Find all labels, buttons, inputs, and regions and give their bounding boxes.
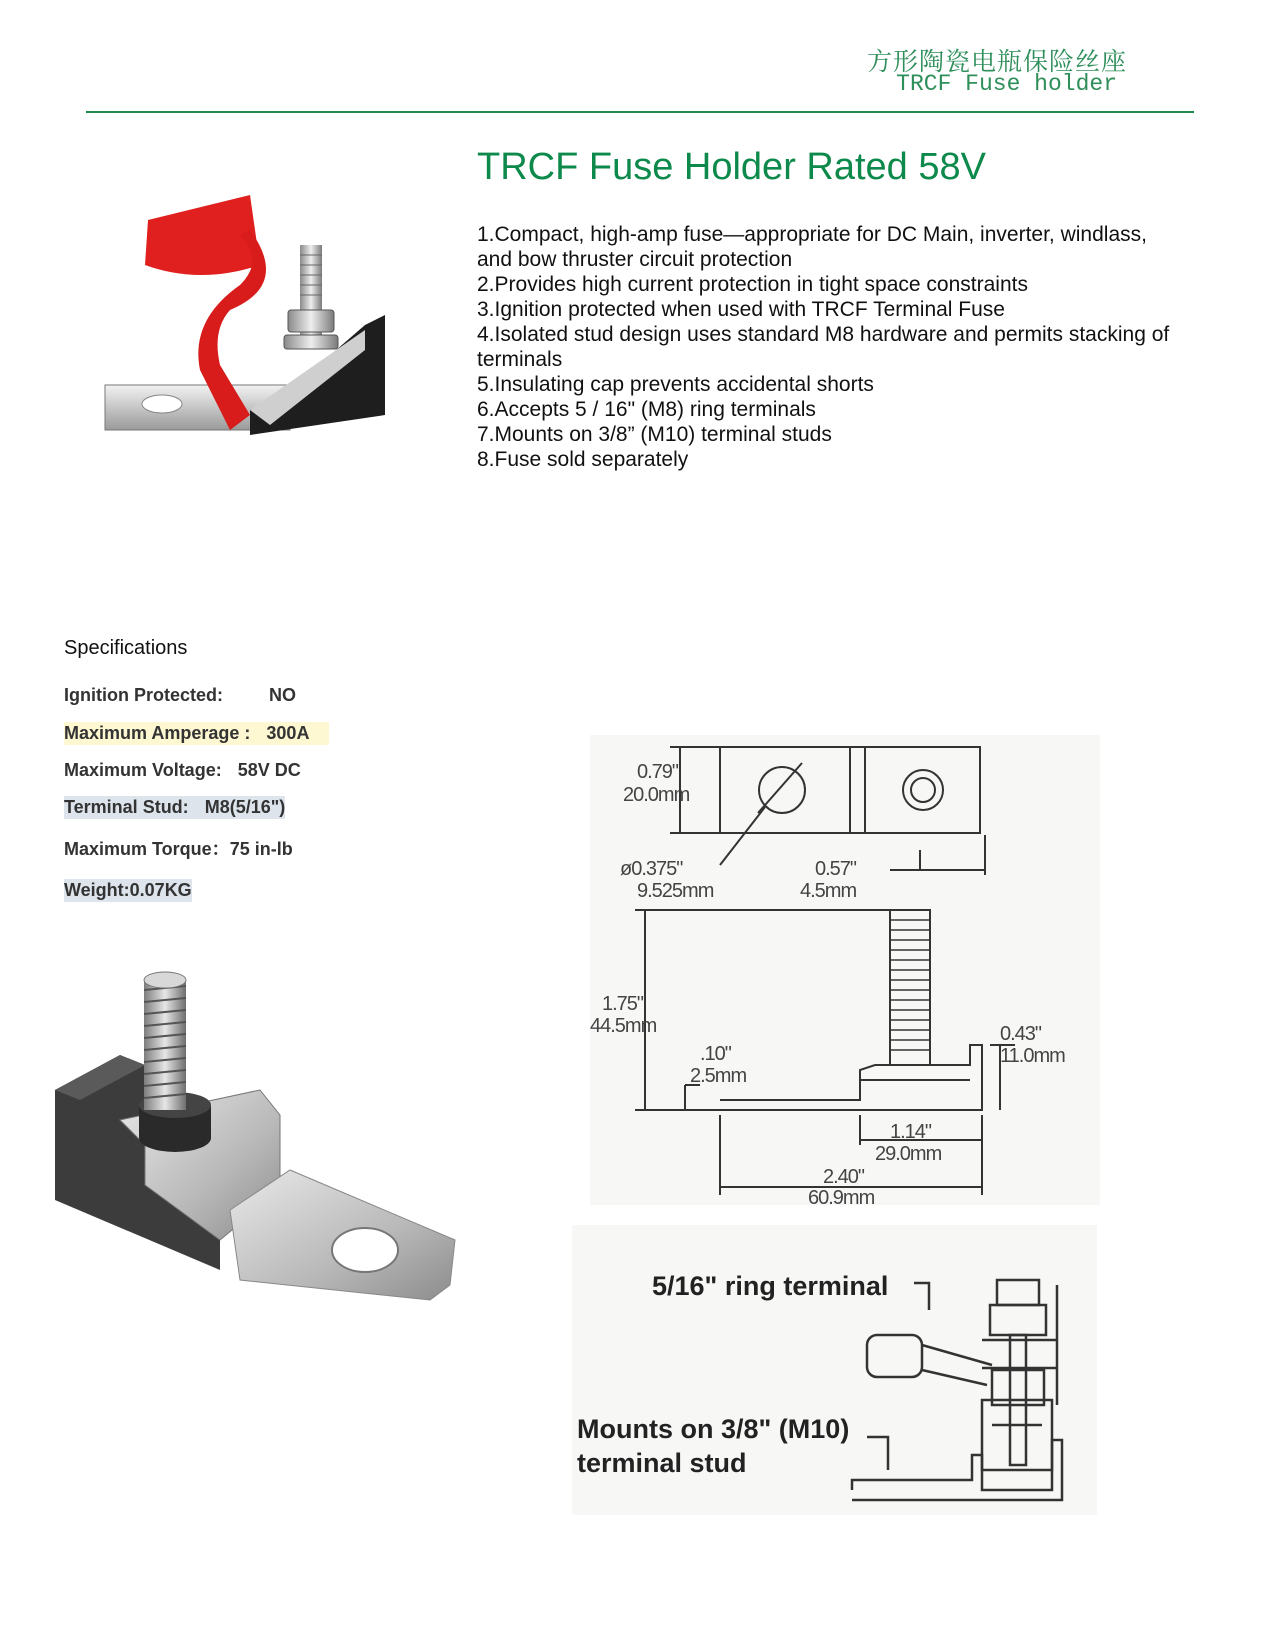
spec-maximum-torque <box>64 834 293 862</box>
feature-line: 8.Fuse sold separately <box>477 448 689 471</box>
spec-value: 300A <box>266 723 310 743</box>
spec-label: Terminal Stud: <box>64 797 189 817</box>
spec-maximum-amperage <box>64 722 329 745</box>
feature-line: 1.Compact, high-amp fuse—appropriate for DC Main, inverter, windlass, <box>477 223 1147 246</box>
dim-label: 2.40" <box>823 1166 865 1188</box>
spec-label: Weight:0.07KG <box>64 880 192 900</box>
feature-line: 3.Ignition protected when used with TRCF Terminal Fuse <box>477 298 1005 321</box>
spec-weight <box>64 879 192 902</box>
installation-diagram <box>572 1225 1097 1515</box>
dim-label: 0.43" <box>1000 1023 1042 1045</box>
dim-label: 0.57" <box>815 858 857 880</box>
feature-line: 5.Insulating cap prevents accidental shorts <box>477 373 874 396</box>
feature-line: 4.Isolated stud design uses standard M8 hardware and permits stacking of <box>477 323 1170 346</box>
dim-label: 20.0mm <box>623 784 690 806</box>
dim-label: ø0.375" <box>620 858 683 880</box>
fuse-holder-photo-without-cap <box>50 940 490 1360</box>
dim-label: 4.5mm <box>800 880 857 902</box>
spec-label: Maximum Voltage: <box>64 760 222 780</box>
specifications-heading: Specifications <box>64 637 188 659</box>
dim-label: 60.9mm <box>808 1187 875 1205</box>
product-title: TRCF Fuse Holder Rated 58V <box>477 146 986 188</box>
spec-label: Maximum Amperage : <box>64 723 251 743</box>
fuse-holder-photo-with-cap <box>100 190 410 450</box>
dim-label: 1.75" <box>602 993 644 1015</box>
dimension-drawing <box>590 735 1100 1205</box>
dim-label: 2.5mm <box>690 1065 747 1087</box>
spec-maximum-voltage <box>64 759 301 782</box>
dim-label: 1.14" <box>890 1121 932 1143</box>
header-divider <box>86 111 1194 113</box>
feature-list <box>477 222 1217 472</box>
feature-line: terminals <box>477 348 563 371</box>
spec-value: 58V DC <box>237 760 301 780</box>
feature-line: 7.Mounts on 3/8” (M10) terminal studs <box>477 423 832 446</box>
mount-label-line1: Mounts on 3/8" (M10) <box>577 1414 850 1444</box>
feature-line: 6.Accepts 5 / 16" (M8) ring terminals <box>477 398 816 421</box>
dim-label: 9.525mm <box>637 880 714 902</box>
spec-ignition-protected <box>64 684 296 707</box>
dim-label: 11.0mm <box>1000 1045 1065 1067</box>
spec-value: 75 in-lb <box>229 839 293 859</box>
ring-terminal-label: 5/16" ring terminal <box>652 1271 889 1301</box>
spec-terminal-stud <box>64 796 285 819</box>
feature-line: 2.Provides high current protection in tight space constraints <box>477 273 1028 296</box>
dim-label: 0.79" <box>637 761 679 783</box>
header-title-english: TRCF Fuse holder <box>896 71 1117 97</box>
header-title-chinese: 方形陶瓷电瓶保险丝座 <box>866 47 1127 76</box>
spec-label: Maximum Torque： <box>64 839 230 859</box>
dim-label: 44.5mm <box>590 1015 657 1037</box>
spec-value: M8(5/16") <box>204 797 286 817</box>
feature-line: and bow thruster circuit protection <box>477 248 793 271</box>
spec-value: NO <box>269 685 297 705</box>
dim-label: 29.0mm <box>875 1143 942 1165</box>
mount-label-line2: terminal stud <box>577 1448 747 1478</box>
spec-label: Ignition Protected: <box>64 685 223 705</box>
dim-label: .10" <box>700 1043 731 1065</box>
